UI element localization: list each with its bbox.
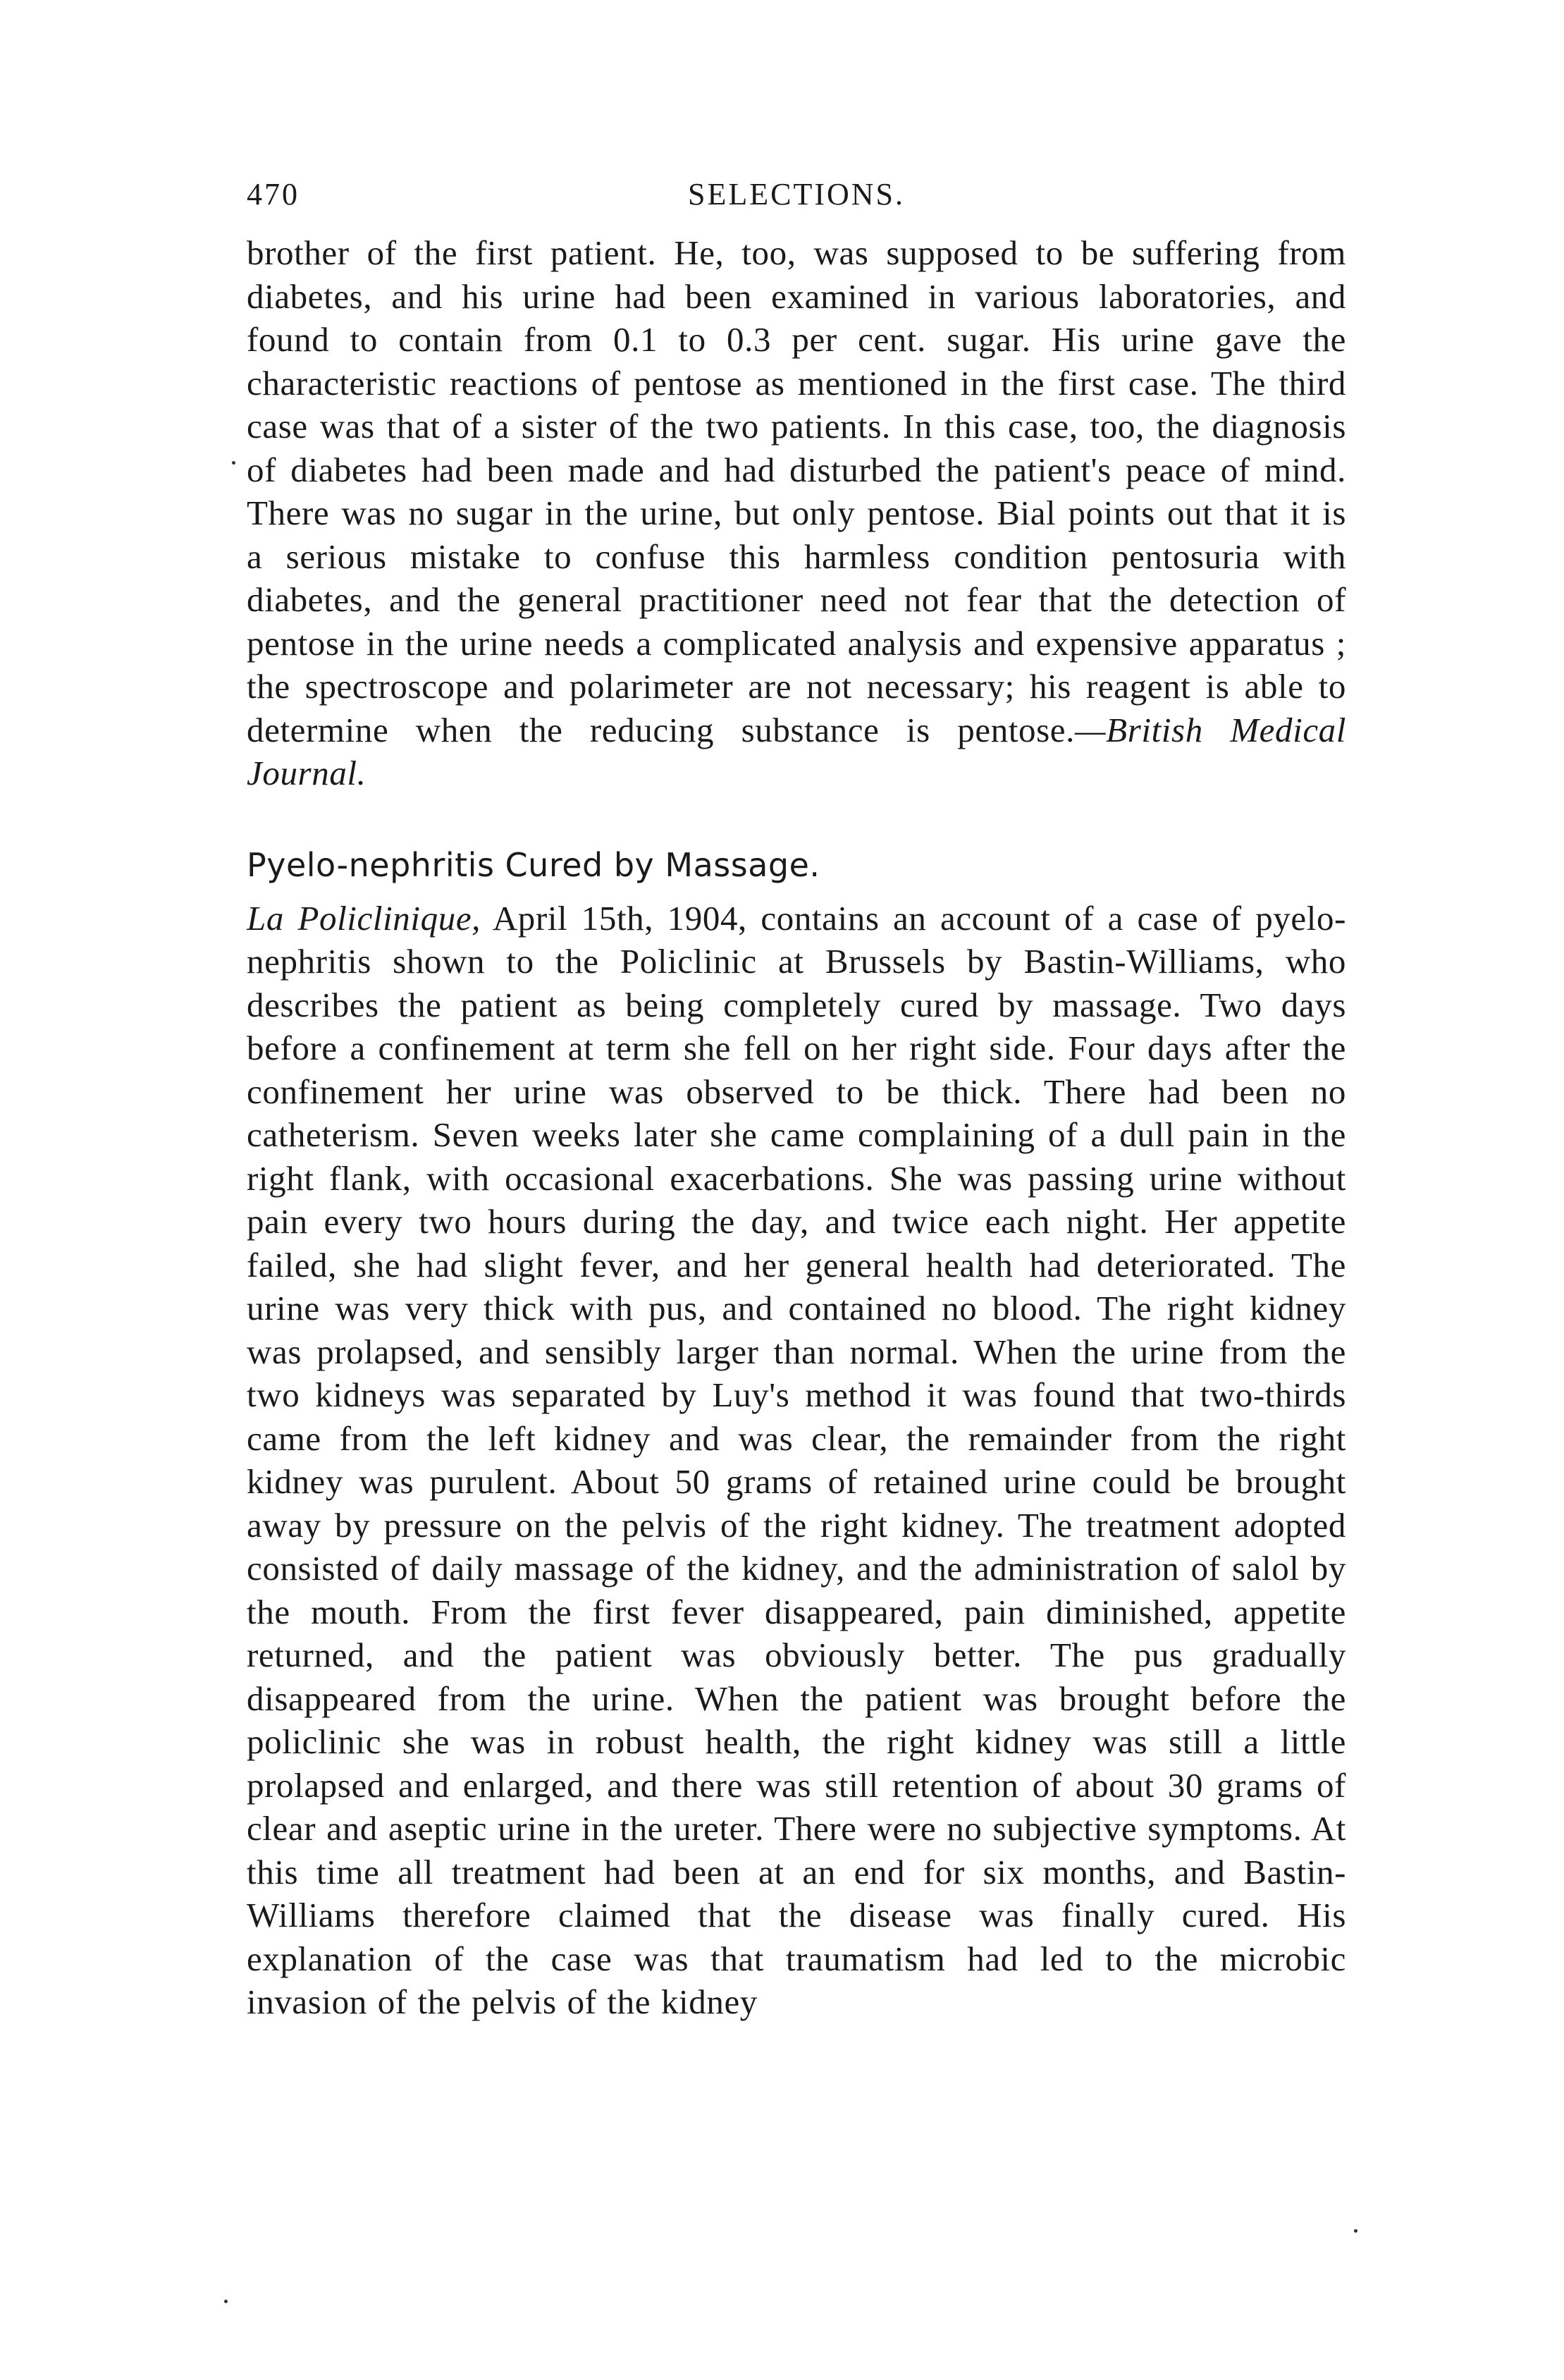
running-title: SELECTIONS. bbox=[688, 177, 905, 211]
article-body: April 15th, 1904, contains an account of a case of pyelo-nephritis shown to the Policlinic at Brussels by Bastin-Williams, who describes the patient as being completely cured by massage. Two days before a confinement at term she fell on her right side. Four days after the confinement her urine was observed to be thick. There had been no catheterism. Seven weeks later she came complaining of a dull pain in the right flank, with occasional exacerbations. She was passing urine without pain every two hours during the day, and twice each night. Her appetite failed, she had slight fever, and her general health had deteriorated. The urine was very thick with pus, and contained no blood. The right kidney was prolapsed, and sensibly larger than normal. When the urine from the two kidneys was separated by Luy's method it was found that two-thirds came from the left kidney and was clear, the remainder from the right kidney was purulent. About 50 grams of retained urine could be brought away by pressure on the pelvis of the right kidney. The treatment adopted consisted of daily massage of the kidney, and the administration of salol by the mouth. From the first fever disappeared, pain diminished, appetite returned, and the patient was obviously better. The pus gradually disappeared from the urine. When the patient was brought before the policlinic she was in robust health, the right kidney was still a little prolapsed and enlarged, and there was still retention of about 30 grams of clear and aseptic urine in the ureter. There were no subjective symptoms. At this time all treatment had been at an end for six months, and Bastin-Williams therefore claimed that the disease was finally cured. His explanation of the case was that traumatism had led to the microbic invasion of the pelvis of the kidney bbox=[247, 898, 1346, 2021]
stray-mark bbox=[1354, 2229, 1357, 2233]
page-number: 470 bbox=[247, 177, 300, 211]
journal-name: La Policlinique, bbox=[247, 898, 481, 938]
article-paragraph bbox=[247, 897, 1346, 2024]
continued-paragraph-text: brother of the first patient. He, too, was supposed to be suffering from diabetes, and his urine had been examined in various laboratories, and found to contain from 0.1 to 0.3 per cent. sugar. His urine gave the characteristic reactions of pentose as mentioned in the first case. The third case was that of a sister of the two patients. In this case, too, the diagnosis of diabetes had been made and had disturbed the patient's peace of mind. There was no sugar in the urine, but only pentose. Bial points out that it is a serious mistake to confuse this harmless condition pentosuria with diabetes, and the general practitioner need not fear that the detection of pentose in the urine needs a complicated analysis and expensive apparatus ; the spectroscope and polarimeter are not necessary; his reagent is able to determine when the reducing substance is pentose. bbox=[247, 233, 1346, 749]
running-head bbox=[247, 176, 1346, 226]
section-heading: Pyelo-nephritis Cured by Massage. bbox=[247, 845, 820, 884]
stray-mark bbox=[224, 2300, 228, 2303]
source-citation: —British Medical Journal. bbox=[247, 710, 1346, 792]
stray-mark bbox=[232, 461, 235, 465]
continued-paragraph bbox=[247, 231, 1346, 795]
page bbox=[247, 176, 1346, 2024]
